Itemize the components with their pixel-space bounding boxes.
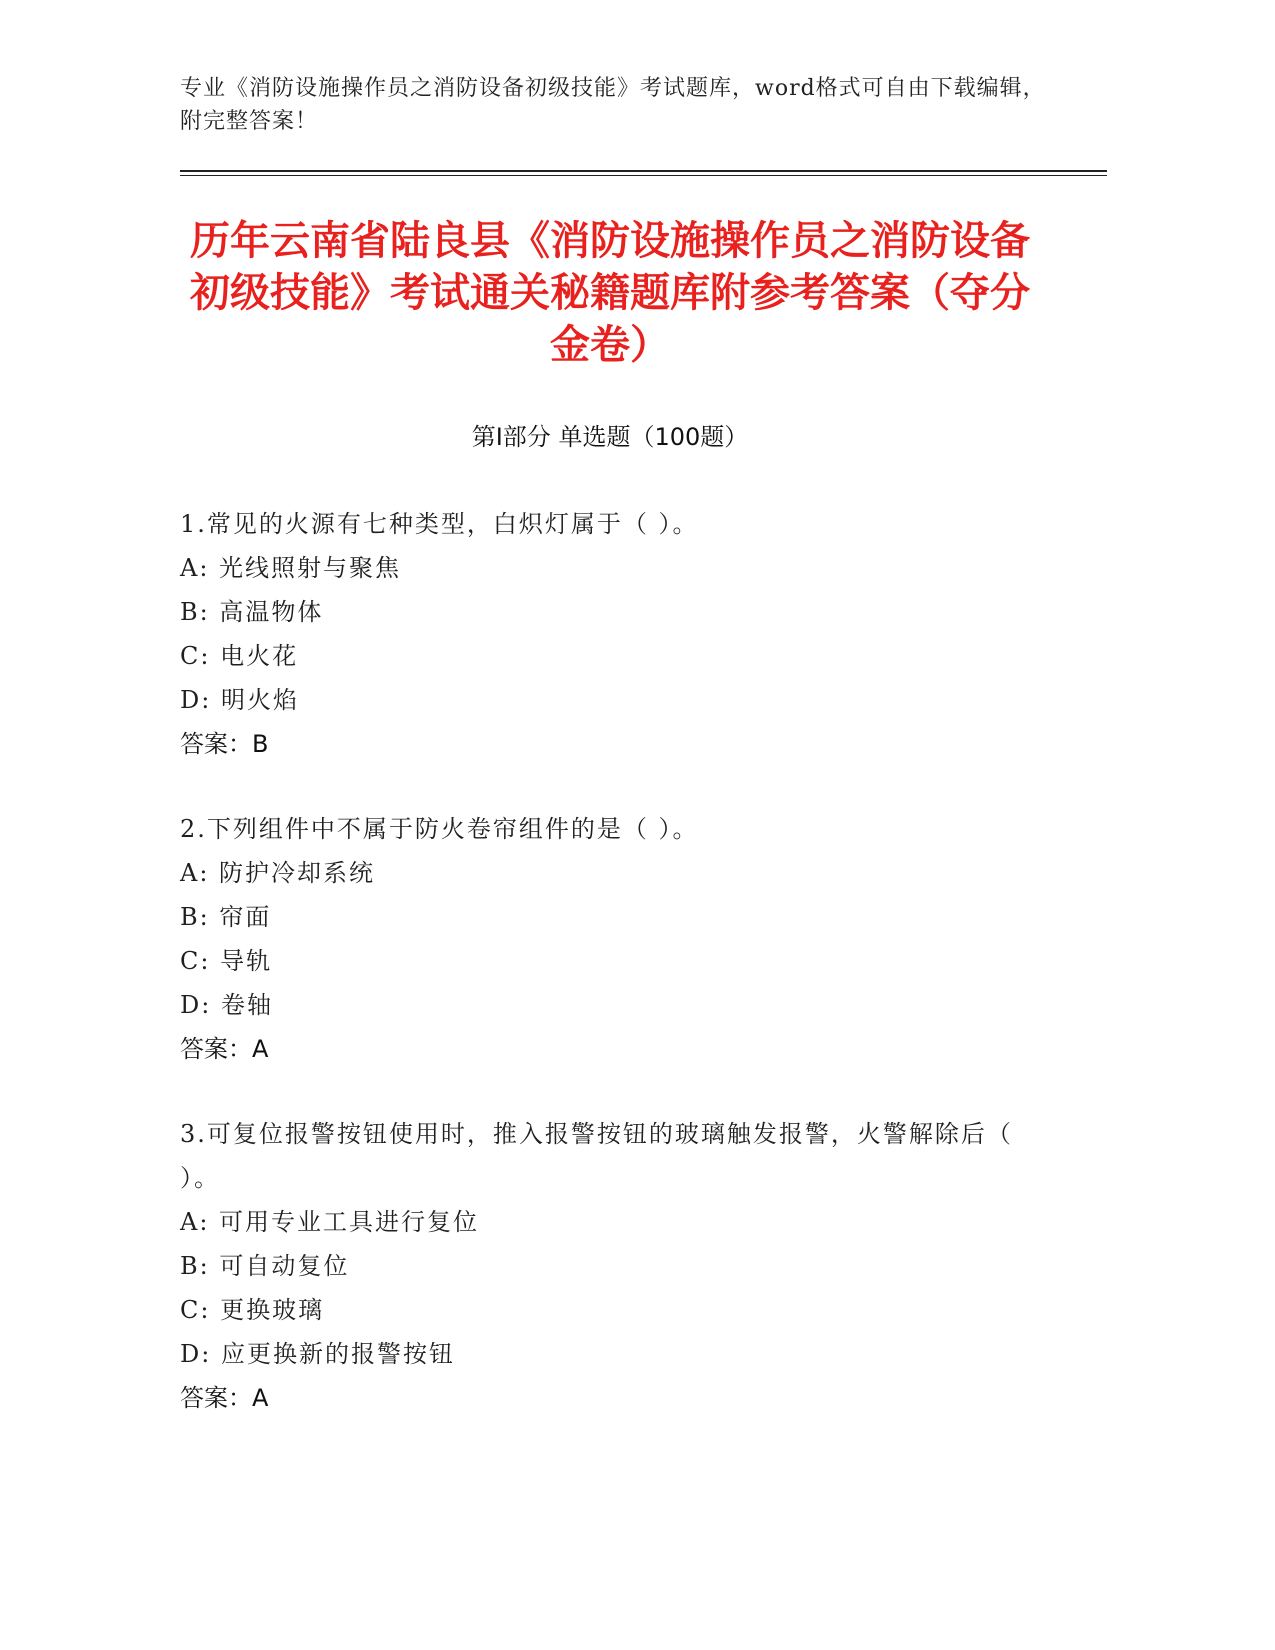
- option-c: C: 电火花: [180, 642, 299, 670]
- option-d: D: 明火焰: [180, 686, 299, 714]
- answer-text: 答案：A: [180, 1384, 269, 1412]
- question-text: 1.常见的火源有七种类型，白炽灯属于（ ）。: [180, 510, 699, 538]
- option-a: A: 光线照射与聚焦: [180, 554, 402, 582]
- option-b: B: 帘面: [180, 903, 272, 931]
- answer-text: 答案：B: [180, 730, 269, 758]
- option-d: D: 卷轴: [180, 991, 273, 1019]
- header-note: 专业《消防设施操作员之消防设备初级技能》考试题库，word格式可自由下载编辑，附完整答案！: [180, 76, 1046, 134]
- question-text: 3.可复位报警按钮使用时，推入报警按钮的玻璃触发报警，火警解除后（ ）。: [180, 1120, 1013, 1192]
- document-title: 历年云南省陆良县《消防设施操作员之消防设备初级技能》考试通关秘籍题库附参考答案（夺分金卷）: [190, 218, 1030, 368]
- question-block: [180, 502, 1060, 766]
- option-b: B: 高温物体: [180, 598, 324, 626]
- question-block: [180, 807, 1060, 1071]
- option-a: A: 防护冷却系统: [180, 859, 376, 887]
- option-a: A: 可用专业工具进行复位: [180, 1208, 480, 1236]
- header-divider-thin: [180, 175, 1107, 176]
- option-c: C: 导轨: [180, 947, 273, 975]
- section-heading: 第Ⅰ部分 单选题（100题）: [471, 423, 749, 451]
- answer-text: 答案：A: [180, 1035, 269, 1063]
- option-d: D: 应更换新的报警按钮: [180, 1340, 455, 1368]
- question-block: [180, 1112, 1060, 1420]
- header-divider-thick: [180, 170, 1107, 172]
- option-c: C: 更换玻璃: [180, 1296, 325, 1324]
- option-b: B: 可自动复位: [180, 1252, 350, 1280]
- question-text: 2.下列组件中不属于防火卷帘组件的是（ ）。: [180, 815, 699, 843]
